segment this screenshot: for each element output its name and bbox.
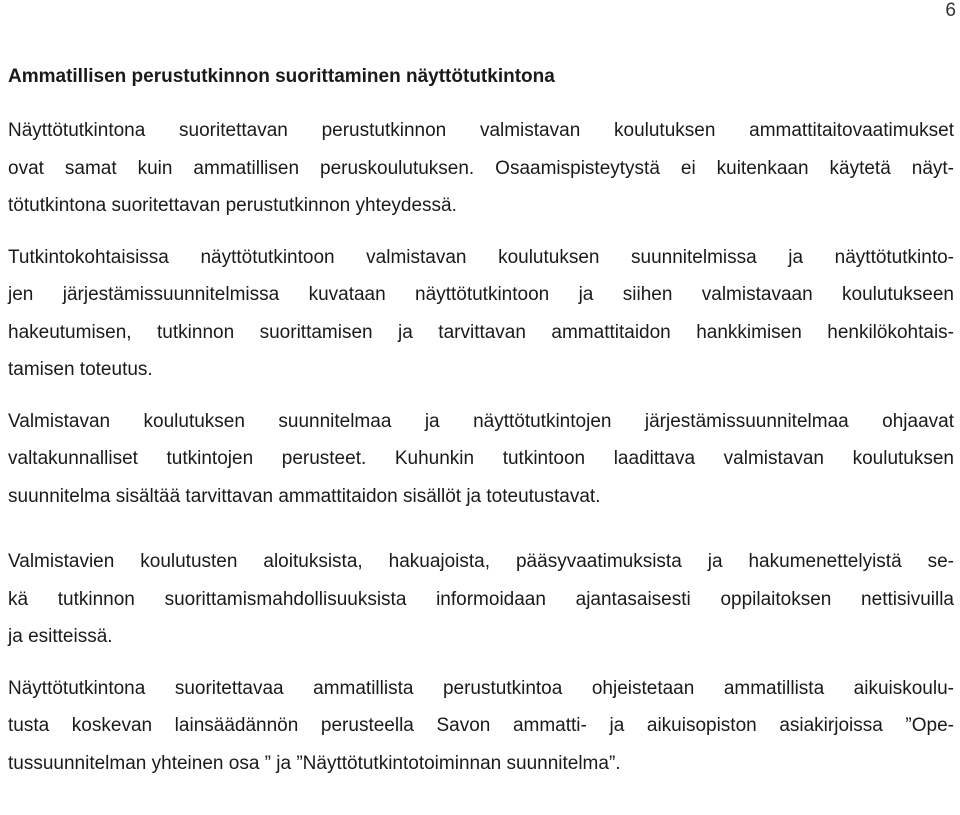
paragraph-line: jen järjestämissuunnitelmissa kuvataan näyttötutkintoon ja siihen valmistavaan koulutukseen	[8, 284, 954, 305]
paragraph-line: ovat samat kuin ammatillisen peruskoulutuksen. Osaamispisteytystä ei kuitenkaan käytetä näyt-	[8, 157, 954, 179]
document-body	[8, 64, 954, 796]
paragraph-line: valtakunnalliset tutkintojen perusteet. Kuhunkin tutkintoon laadittava valmistavan koulutuksen	[8, 448, 954, 469]
paragraph-4	[8, 543, 954, 656]
paragraph-3	[8, 403, 954, 516]
paragraph-1	[8, 112, 954, 225]
paragraph-line: tusta koskevan lainsäädännön perusteella Savon ammatti- ja aikuisopiston asiakirjoissa ”Ope-	[8, 715, 954, 736]
page-number: 6	[945, 0, 956, 21]
section-heading: Ammatillisen perustutkinnon suorittaminen näyttötutkintona	[8, 66, 555, 87]
paragraph-5	[8, 670, 954, 783]
paragraph-line: Valmistavien koulutusten aloituksista, hakuajoista, pääsyvaatimuksista ja hakumenettelyistä se-	[8, 551, 954, 572]
paragraph-line: Tutkintokohtaisissa näyttötutkintoon valmistavan koulutuksen suunnitelmissa ja näyttötutkinto-	[8, 246, 954, 268]
paragraph-line: kä tutkinnon suorittamismahdollisuuksista informoidaan ajantasaisesti oppilaitoksen nettisivuilla	[8, 588, 954, 610]
paragraph-line: Valmistavan koulutuksen suunnitelmaa ja näyttötutkintojen järjestämissuunnitelmaa ohjaavat	[8, 410, 954, 432]
paragraph-line: tussuunnitelman yhteinen osa ” ja ”Näyttötutkintotoiminnan suunnitelma”.	[8, 752, 621, 774]
paragraph-line: ja esitteissä.	[8, 626, 113, 647]
paragraph-line: suunnitelma sisältää tarvittavan ammattitaidon sisällöt ja toteutustavat.	[8, 485, 601, 507]
paragraph-line: Näyttötutkintona suoritettavan perustutkinnon valmistavan koulutuksen ammattitaitovaatimukset	[8, 120, 954, 141]
paragraph-2	[8, 239, 954, 389]
paragraph-line: hakeutumisen, tutkinnon suorittamisen ja tarvittavan ammattitaidon hankkimisen henkilökohtais-	[8, 321, 954, 343]
paragraph-line: tötutkintona suoritettavan perustutkinnon yhteydessä.	[8, 195, 457, 216]
paragraph-line: Näyttötutkintona suoritettavaa ammatillista perustutkintoa ohjeistetaan ammatillista aikuiskoulu-	[8, 677, 954, 699]
paragraph-line: tamisen toteutus.	[8, 359, 153, 380]
